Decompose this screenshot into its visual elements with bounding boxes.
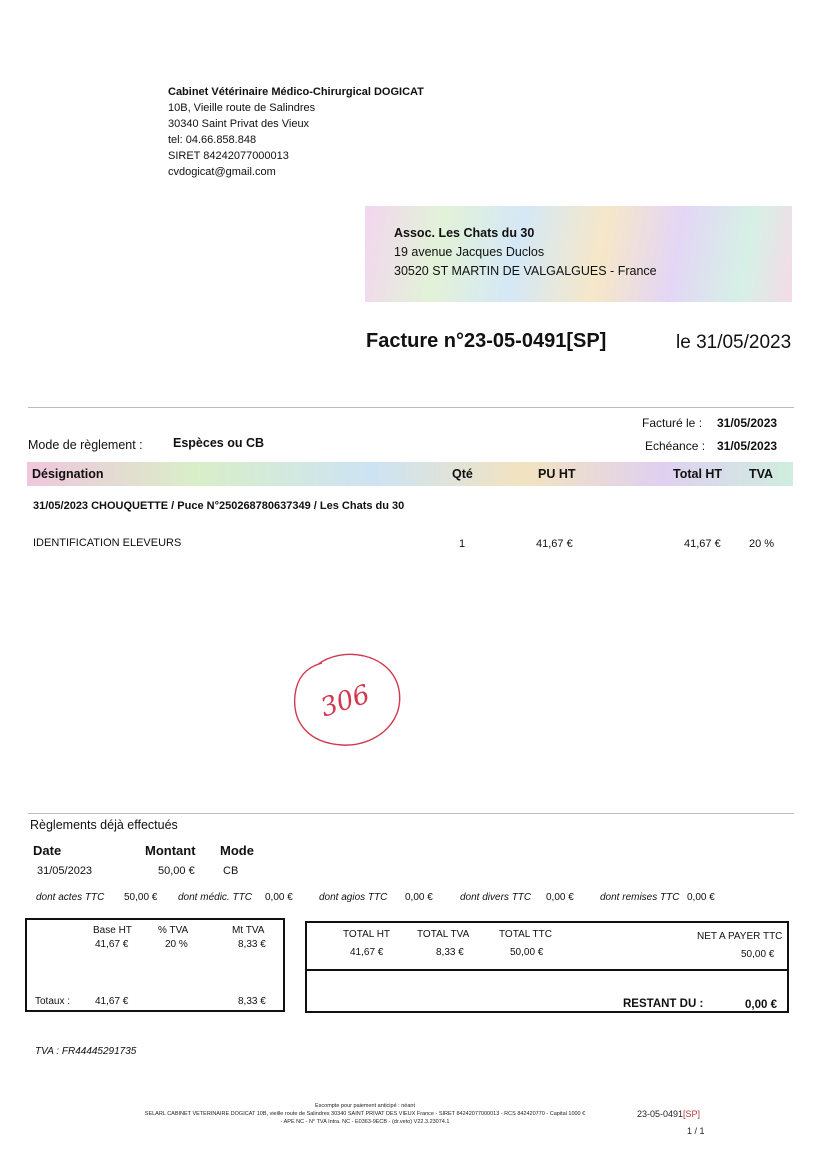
dont-divers-value: 0,00 € [546, 892, 574, 903]
total-ht-label: TOTAL HT [343, 929, 391, 940]
line-label: IDENTIFICATION ELEVEURS [33, 537, 182, 549]
vat-totals-base: 41,67 € [95, 996, 129, 1007]
issuer-phone: tel: 04.66.858.848 [168, 134, 257, 146]
vat-base-label: Base HT [93, 925, 132, 936]
stamp-number: 306 [317, 679, 374, 724]
total-ht: 41,67 € [350, 947, 384, 958]
remaining-due-label: RESTANT DU : [623, 998, 704, 1010]
total-tva-label: TOTAL TVA [417, 929, 470, 940]
line-description: 31/05/2023 CHOUQUETTE / Puce N°250268780637349 / Les Chats du 30 [33, 500, 405, 512]
payments-header-amount: Montant [145, 843, 196, 858]
line-qty: 1 [459, 538, 466, 550]
header-pu: PU HT [538, 467, 576, 481]
footer-line-2: SELARL CABINET VETERINAIRE DOGICAT 10B, vieille route de Salindres 30340 SAINT PRIVAT DES VIEUX France - SIRET 84242077000013 - RCS 842420770 - Capital 1000 € [144, 1111, 586, 1117]
header-designation: Désignation [32, 467, 104, 481]
footer-ref-suffix: [SP] [683, 1109, 701, 1119]
footer-ref-number: 23-05-0491 [637, 1109, 684, 1119]
dont-actes-label: dont actes TTC [36, 892, 105, 903]
divider [28, 407, 794, 408]
header-qty: Qté [452, 467, 473, 481]
issuer-address-2: 30340 Saint Privat des Vieux [168, 118, 310, 130]
dont-agios-value: 0,00 € [405, 892, 433, 903]
payment-date: 31/05/2023 [37, 865, 93, 877]
payment-mode-label: Mode de règlement : [28, 438, 143, 452]
invoice-date: le 31/05/2023 [676, 332, 792, 353]
net-to-pay-value: 50,00 € [741, 949, 775, 960]
payment-mode-value: Espèces ou CB [173, 436, 265, 450]
echeance-value: 31/05/2023 [717, 439, 778, 453]
net-to-pay-label: NET A PAYER TTC [697, 931, 783, 942]
vat-rate-label: % TVA [158, 925, 189, 936]
total-tva: 8,33 € [436, 947, 464, 958]
payment-mode: CB [223, 865, 239, 877]
vat-amount-label: Mt TVA [232, 925, 265, 936]
payments-header-date: Date [33, 843, 62, 858]
line-unit-price: 41,67 € [536, 538, 573, 550]
totals-divider [307, 969, 787, 971]
payments-title: Règlements déjà effectués [30, 818, 178, 832]
recipient-block [365, 206, 792, 302]
vat-totals-label: Totaux : [35, 996, 71, 1007]
line-total: 41,67 € [684, 538, 721, 550]
vat-summary-box [25, 918, 285, 1012]
line-tva: 20 % [749, 538, 775, 550]
vat-number: TVA : FR44445291735 [35, 1046, 137, 1057]
echeance-label: Echéance : [645, 439, 706, 453]
vat-rate: 20 % [165, 939, 188, 950]
page-number: 1 / 1 [687, 1126, 705, 1136]
factured-value: 31/05/2023 [717, 416, 778, 430]
issuer-address-1: 10B, Vieille route de Salindres [168, 102, 316, 114]
table-header [27, 462, 793, 486]
dont-remises-value: 0,00 € [687, 892, 715, 903]
invoice-title: Facture n°23-05-0491[SP] [366, 330, 607, 352]
issuer-name: Cabinet Vétérinaire Médico-Chirurgical DOGICAT [168, 86, 424, 98]
footer-legal [95, 1102, 635, 1126]
payment-amount: 50,00 € [158, 865, 195, 877]
footer-line-1: Escompte pour paiement anticipé : néant [315, 1103, 415, 1109]
dont-medic-value: 0,00 € [265, 892, 293, 903]
total-ttc-label: TOTAL TTC [499, 929, 552, 940]
footer-line-3: - APE NC - N° TVA Intra. NC - E0363-9ECB - (dr.veto) V22.3.23074.1 [280, 1119, 450, 1125]
dont-remises-label: dont remises TTC [600, 892, 680, 903]
totals-box [305, 921, 789, 1013]
total-ttc: 50,00 € [510, 947, 544, 958]
divider [28, 813, 794, 814]
handwritten-number-stamp [287, 645, 407, 755]
dont-agios-label: dont agios TTC [319, 892, 388, 903]
vat-amount: 8,33 € [238, 939, 266, 950]
recipient-address-2: 30520 ST MARTIN DE VALGALGUES - France [394, 264, 657, 278]
dont-divers-label: dont divers TTC [460, 892, 532, 903]
issuer-email: cvdogicat@gmail.com [168, 166, 276, 178]
recipient-address-1: 19 avenue Jacques Duclos [394, 245, 545, 259]
factured-label: Facturé le : [642, 416, 703, 430]
dont-actes-value: 50,00 € [124, 892, 158, 903]
issuer-block [168, 84, 424, 180]
remaining-due-value: 0,00 € [745, 999, 777, 1011]
vat-base: 41,67 € [95, 939, 129, 950]
header-tva: TVA [749, 467, 774, 481]
header-total: Total HT [673, 467, 723, 481]
vat-totals-amount: 8,33 € [238, 996, 266, 1007]
footer-invoice-ref [637, 1109, 700, 1119]
issuer-siret: SIRET 84242077000013 [168, 150, 289, 162]
payments-header-mode: Mode [220, 843, 254, 858]
recipient-name: Assoc. Les Chats du 30 [394, 226, 535, 240]
dont-medic-label: dont médic. TTC [178, 892, 252, 903]
